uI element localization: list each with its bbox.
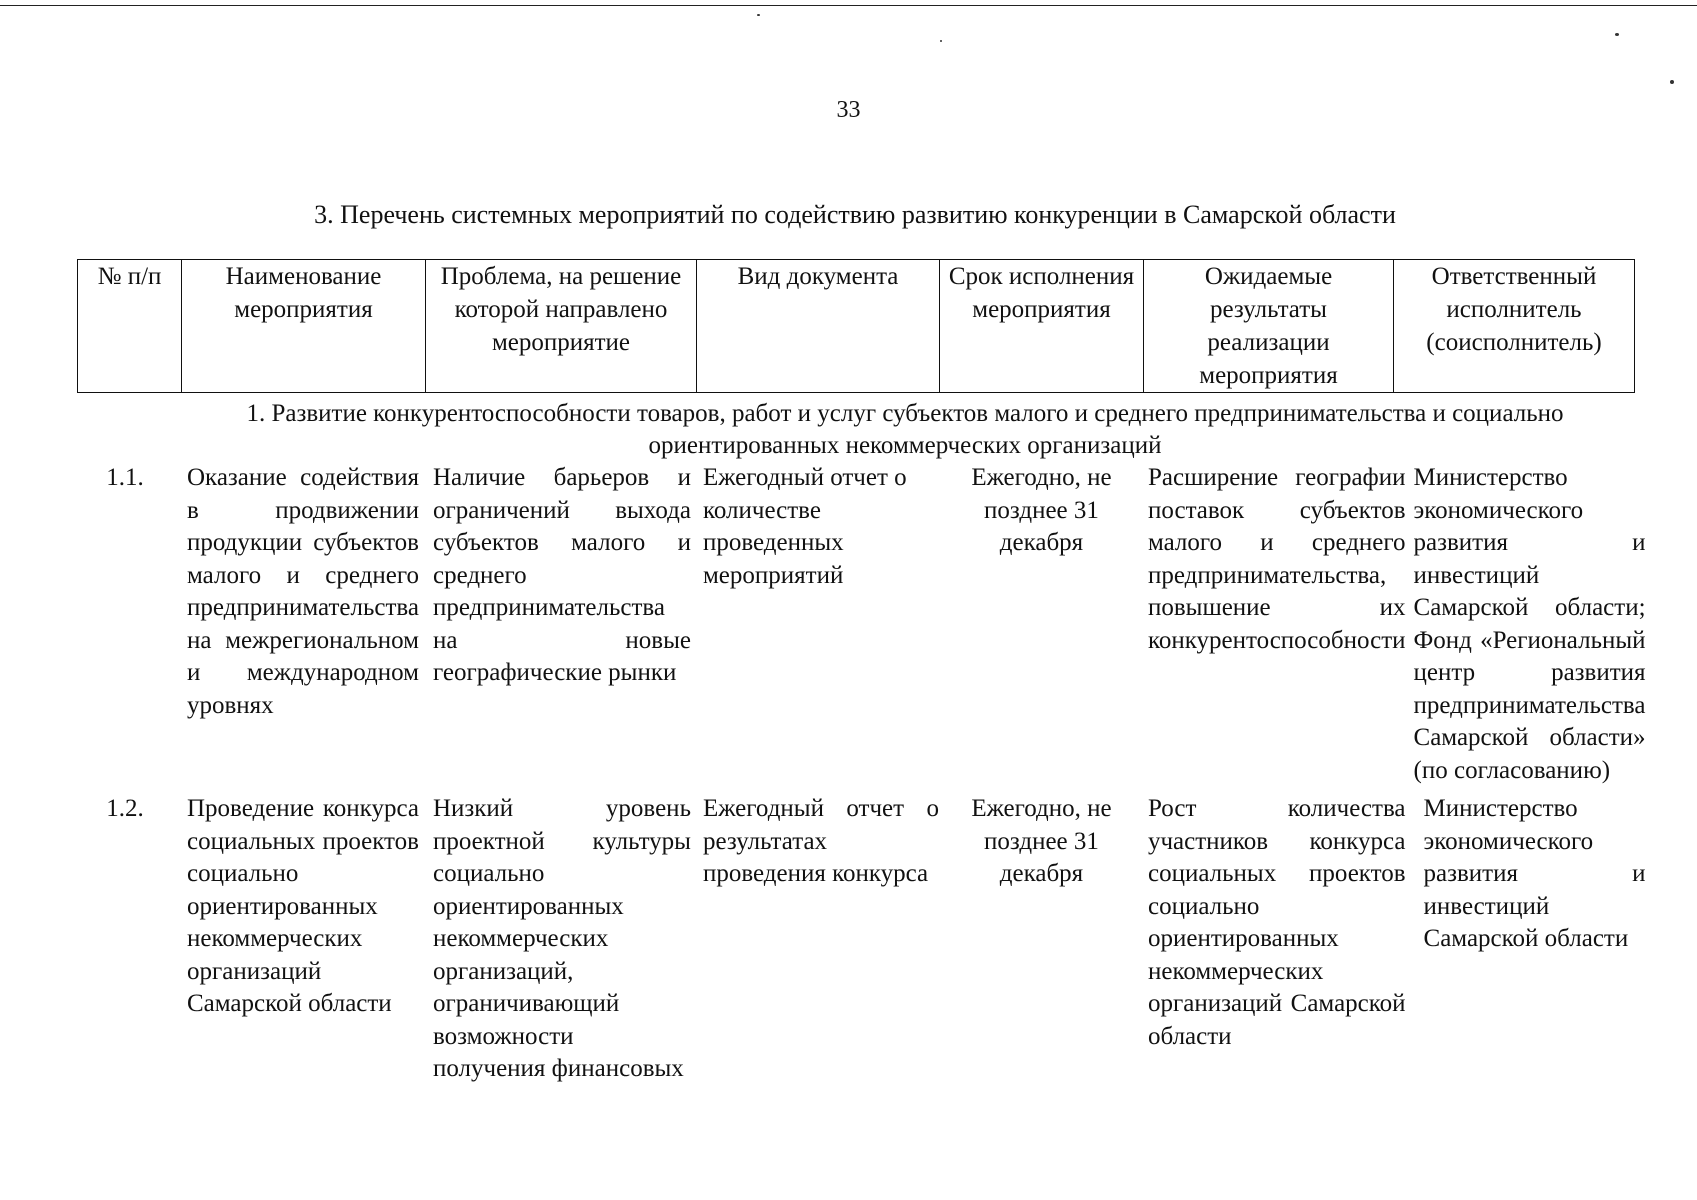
- row-doc-type: Ежегодный отчет о количестве проведенных мероприятий: [702, 464, 907, 589]
- row-responsible: Министерство экономического развития и инвестиций Самарской области; Фонд «Региональный центр развития предпринимательства Самарской области» (по согласованию): [1413, 464, 1646, 784]
- row-results: Рост количества участников конкурса социальных проектов социально ориентированных некоммерческих организаций Самарской области: [1147, 795, 1406, 1050]
- measures-table: [77, 462, 1646, 1086]
- document-title: 3. Перечень системных мероприятий по содействию развитию конкуренции в Самарской области: [314, 200, 1396, 229]
- row-problem: Наличие барьеров и ограничений выхода субъектов малого и среднего предпринимательства на новые географические рынки: [432, 464, 691, 686]
- header-num: № п/п: [78, 260, 182, 393]
- header-doc-type: Вид документа: [697, 260, 940, 393]
- table-row: [77, 462, 1646, 787]
- header-problem: Проблема, на решение которой направлено мероприятие: [426, 260, 697, 393]
- row-results: Расширение географии поставок субъектов малого и среднего предпринимательства, повышение их конкурентоспособности: [1147, 464, 1406, 654]
- row-responsible: Министерство экономического развития и инвестиций Самарской области: [1423, 795, 1646, 952]
- section-heading: 1. Развитие конкурентоспособности товаров, работ и услуг субъектов малого и среднего предпринимательства и социально ориентированных некоммерческих организаций: [246, 400, 1564, 459]
- table-header: [77, 259, 1635, 393]
- header-responsible: Ответственный исполнитель (соисполнитель): [1394, 260, 1635, 393]
- top-scan-border: [0, 5, 1697, 6]
- page-number: 33: [836, 97, 861, 123]
- row-name: Оказание содействия в продвижении продукции субъектов малого и среднего предпринимательства на межрегиональном и международном уровнях: [187, 464, 419, 719]
- scan-speck: [757, 14, 760, 16]
- header-term: Срок исполнения мероприятия: [940, 260, 1144, 393]
- row-num: 1.1.: [106, 464, 144, 491]
- scan-speck: [1670, 80, 1674, 84]
- row-term: Ежегодно, не позднее 31 декабря: [971, 464, 1112, 556]
- row-name: Проведение конкурса социальных проектов социально ориентированных некоммерческих организаций Самарской области: [187, 795, 419, 1017]
- scan-speck: [940, 40, 942, 42]
- row-num: 1.2.: [106, 795, 144, 822]
- header-results: Ожидаемые результаты реализации мероприятия: [1144, 260, 1394, 393]
- row-term: Ежегодно, не позднее 31 декабря: [971, 795, 1112, 887]
- table-row: [77, 793, 1646, 1086]
- header-name: Наименование мероприятия: [182, 260, 426, 393]
- row-doc-type: Ежегодный отчет о результатах проведения конкурса: [702, 795, 939, 887]
- row-problem: Низкий уровень проектной культуры социально ориентированных некоммерческих организаций, ограничивающий возможности получения финансовых: [432, 795, 691, 1082]
- scan-speck: [1615, 33, 1619, 36]
